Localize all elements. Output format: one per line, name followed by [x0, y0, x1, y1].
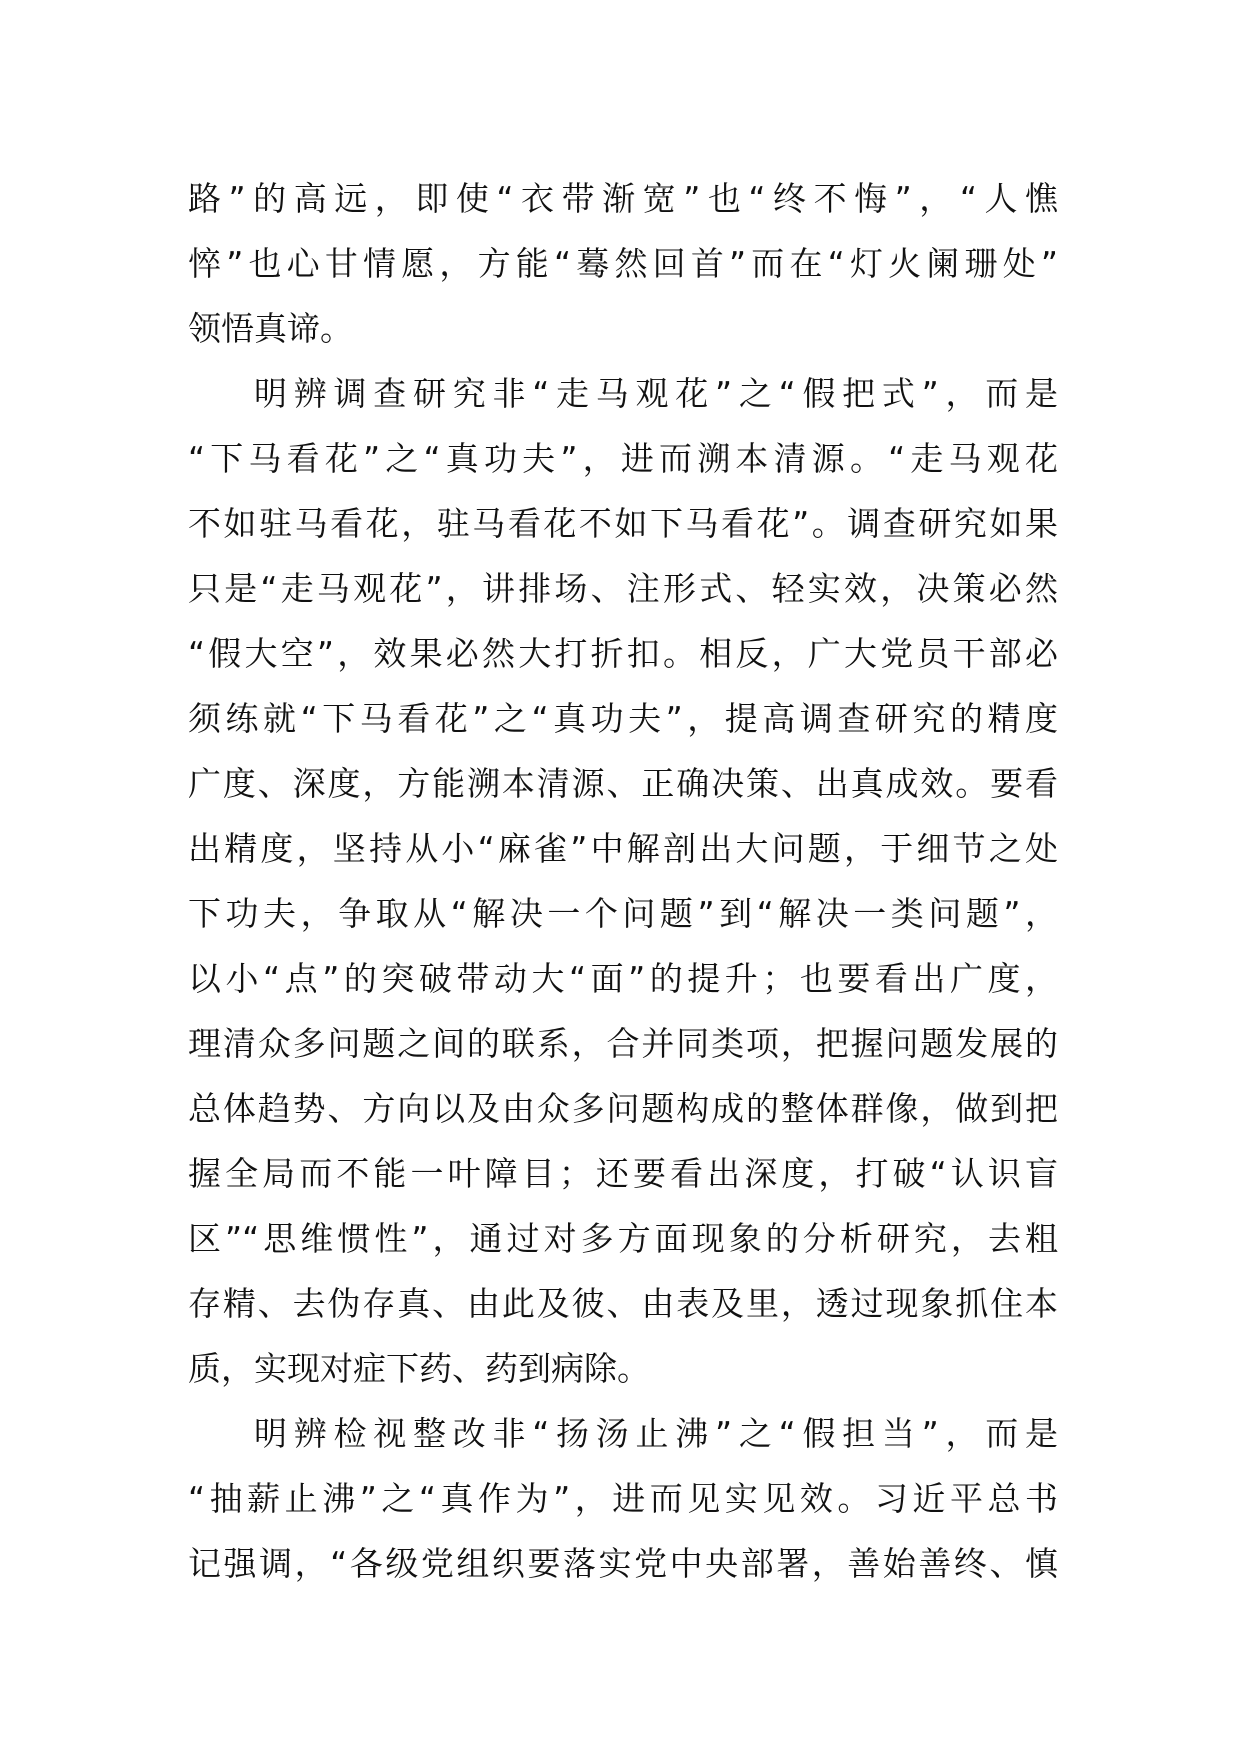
text-line: “假大空”，效果必然大打折扣。相反，广大党员干部必 — [188, 634, 1058, 673]
text-line: 只是“走马观花”，讲排场、注形式、轻实效，决策必然 — [188, 569, 1058, 608]
text-line: 握全局而不能一叶障目；还要看出深度，打破“认识盲 — [188, 1154, 1058, 1193]
text-line: 明辨调查研究非“走马观花”之“假把式”，而是 — [254, 374, 1058, 413]
text-line: 明辨检视整改非“扬汤止沸”之“假担当”，而是 — [254, 1414, 1058, 1453]
text-line: 理清众多问题之间的联系，合并同类项，把握问题发展的 — [188, 1024, 1058, 1063]
text-line: 出精度，坚持从小“麻雀”中解剖出大问题，于细节之处 — [188, 829, 1058, 868]
text-line: 总体趋势、方向以及由众多问题构成的整体群像，做到把 — [188, 1089, 1058, 1128]
text-line: 质，实现对症下药、药到病除。 — [188, 1349, 650, 1388]
text-line: 广度、深度，方能溯本清源、正确决策、出真成效。要看 — [188, 764, 1058, 803]
text-line: 路”的高远，即使“衣带渐宽”也“终不悔”，“人憔 — [188, 179, 1058, 218]
text-line: 不如驻马看花，驻马看花不如下马看花”。调查研究如果 — [188, 504, 1058, 543]
text-line: 记强调，“各级党组织要落实党中央部署，善始善终、慎 — [188, 1544, 1058, 1583]
text-line: “下马看花”之“真功夫”，进而溯本清源。“走马观花 — [188, 439, 1058, 478]
paragraph-1 — [188, 166, 1058, 361]
text-line: 领悟真谛。 — [188, 309, 353, 348]
text-line: 悴”也心甘情愿，方能“蓦然回首”而在“灯火阑珊处” — [188, 244, 1058, 283]
paragraph-3 — [188, 1401, 1058, 1596]
body-text — [188, 166, 1058, 1596]
text-line: 下功夫，争取从“解决一个问题”到“解决一类问题”， — [188, 894, 1058, 933]
text-line: 须练就“下马看花”之“真功夫”，提高调查研究的精度 — [188, 699, 1058, 738]
text-line: 区”“思维惯性”，通过对多方面现象的分析研究，去粗 — [188, 1219, 1058, 1258]
text-line: 以小“点”的突破带动大“面”的提升；也要看出广度， — [188, 959, 1058, 998]
text-line: “抽薪止沸”之“真作为”，进而见实见效。习近平总书 — [188, 1479, 1058, 1518]
text-line: 存精、去伪存真、由此及彼、由表及里，透过现象抓住本 — [188, 1284, 1058, 1323]
paragraph-2 — [188, 361, 1058, 1401]
